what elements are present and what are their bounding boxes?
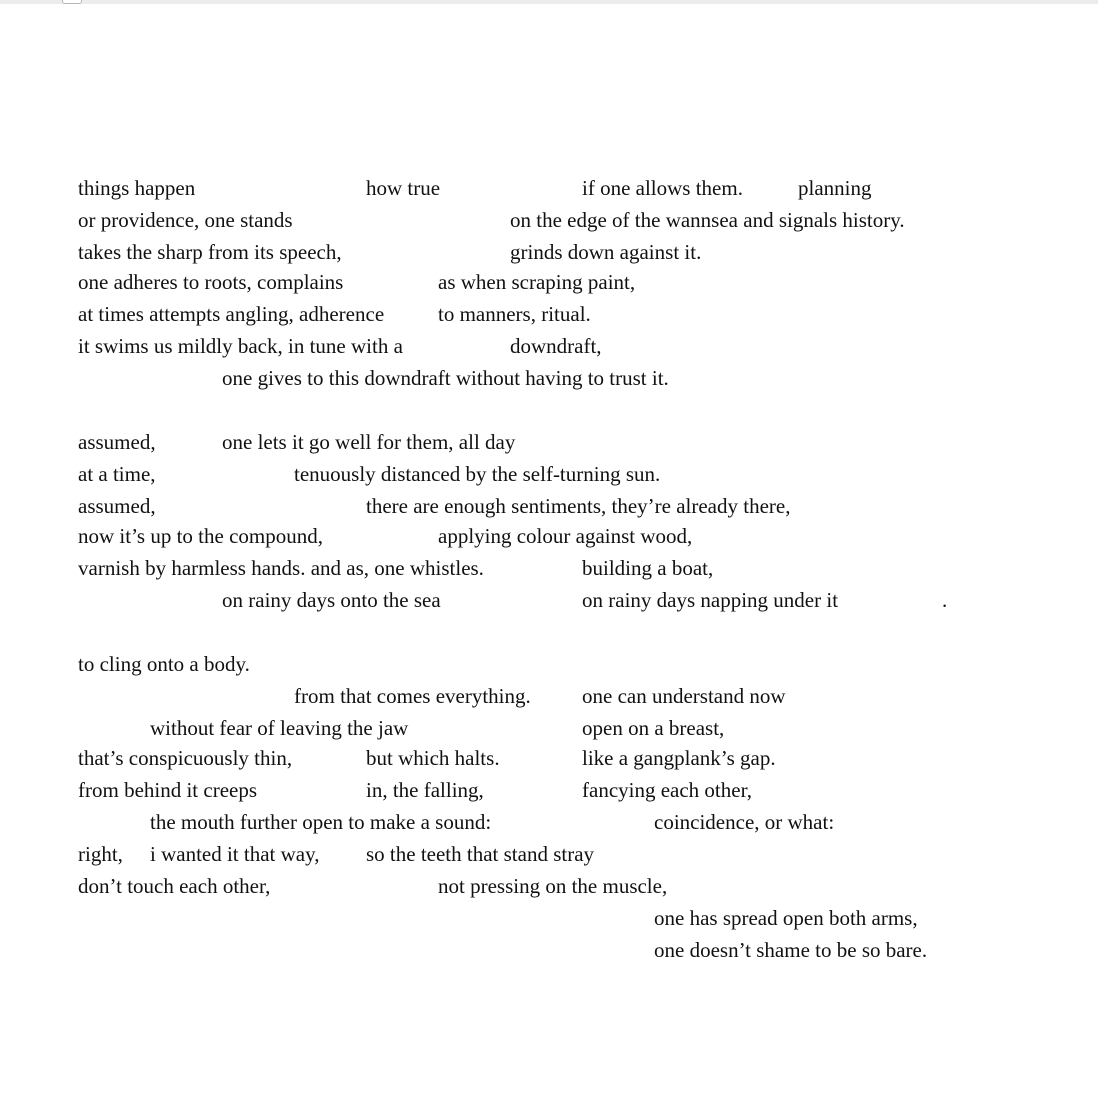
poem-fragment: so the teeth that stand stray (366, 842, 595, 866)
poem-fragment: if one allows them. (582, 176, 743, 200)
poem-fragment: open on a breast, (582, 716, 725, 740)
poem-fragment: from that comes everything. (294, 684, 531, 708)
poem-fragment: one adheres to roots, complains (78, 270, 344, 294)
poem-fragment: grinds down against it. (510, 240, 702, 264)
poem-fragment: one gives to this downdraft without having to trust it. (222, 366, 669, 390)
poem-fragment: the mouth further open to make a sound: (150, 810, 492, 834)
poem-fragment: there are enough sentiments, they’re already there, (366, 494, 791, 518)
poem-fragment: at a time, (78, 462, 156, 486)
poem-fragment: coincidence, or what: (654, 810, 835, 834)
poem-fragment: at times attempts angling, adherence (78, 302, 385, 326)
poem-fragment: without fear of leaving the jaw (150, 716, 409, 740)
poem-fragment: now it’s up to the compound, (78, 524, 323, 548)
poem-fragment: applying colour against wood, (438, 524, 693, 548)
poem-fragment: . (942, 588, 948, 612)
poem-fragment: on rainy days napping under it (582, 588, 839, 612)
poem-fragment: one can understand now (582, 684, 786, 708)
poem-fragment: building a boat, (582, 556, 714, 580)
poem-fragment: things happen (78, 176, 196, 200)
poem-fragment: in, the falling, (366, 778, 484, 802)
poem-fragment: one has spread open both arms, (654, 906, 918, 930)
poem-fragment: one lets it go well for them, all day (222, 430, 516, 454)
poem-fragment: not pressing on the muscle, (438, 874, 668, 898)
poem-fragment: planning (798, 176, 872, 200)
poem-fragment: that’s conspicuously thin, (78, 746, 293, 770)
poem-fragment: but which halts. (366, 746, 500, 770)
poem-fragment: varnish by harmless hands. and as, one whistles. (78, 556, 484, 580)
poem-fragment: as when scraping paint, (438, 270, 636, 294)
poem-fragment: from behind it creeps (78, 778, 258, 802)
poem-fragment: don’t touch each other, (78, 874, 271, 898)
poem-fragment: assumed, (78, 430, 156, 454)
poem-fragment: on rainy days onto the sea (222, 588, 441, 612)
poem-fragment: i wanted it that way, (150, 842, 320, 866)
poem-fragment: right, (78, 842, 123, 866)
poem-fragment: takes the sharp from its speech, (78, 240, 342, 264)
poem-fragment: one doesn’t shame to be so bare. (654, 938, 928, 962)
poem-fragment: how true (366, 176, 441, 200)
poem-fragment: fancying each other, (582, 778, 752, 802)
poem-fragment: or providence, one stands (78, 208, 293, 232)
poem-fragment: tenuously distanced by the self-turning sun. (294, 462, 661, 486)
poem-fragment: downdraft, (510, 334, 602, 358)
poem-fragment: it swims us mildly back, in tune with a (78, 334, 403, 358)
poem-fragment: like a gangplank’s gap. (582, 746, 776, 770)
poem-fragment: assumed, (78, 494, 156, 518)
poem-fragment: to manners, ritual. (438, 302, 591, 326)
poem-fragment: to cling onto a body. (78, 652, 250, 676)
poem-fragment: on the edge of the wannsea and signals history. (510, 208, 905, 232)
